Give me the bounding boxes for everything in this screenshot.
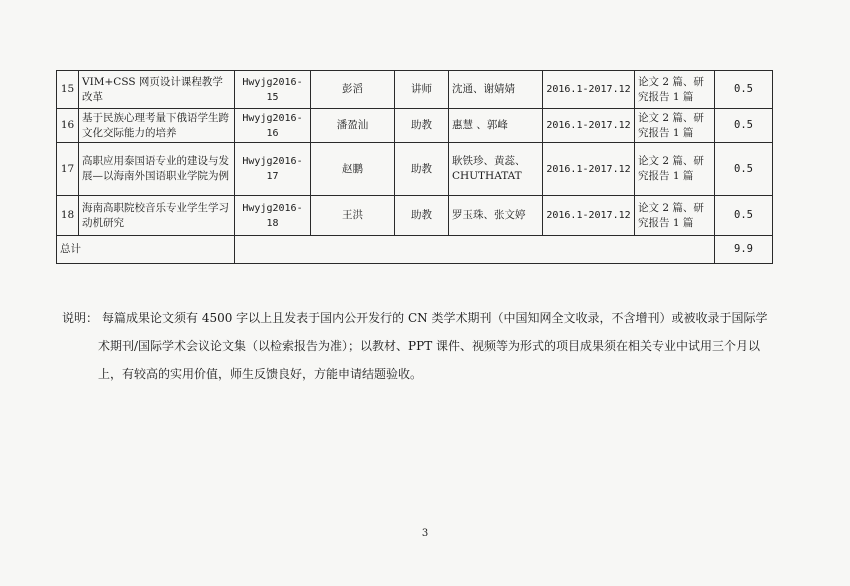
row-number: 18 [57, 196, 79, 236]
project-leader: 赵鹏 [311, 143, 395, 196]
note-line-1: 每篇成果论文须有 4500 字以上且发表于国内公开发行的 CN 类学术期刊（中国知网全文收录，不含增刊）或被收录于国际学 [102, 311, 768, 325]
leader-rank: 助教 [395, 109, 449, 143]
total-spacer [235, 236, 715, 264]
row-number: 17 [57, 143, 79, 196]
row-number: 16 [57, 109, 79, 143]
project-code: Hwyjg2016-16 [235, 109, 311, 143]
project-score: 0.5 [715, 196, 773, 236]
project-period: 2016.1-2017.12 [543, 71, 635, 109]
leader-rank: 讲师 [395, 71, 449, 109]
project-code: Hwyjg2016-17 [235, 143, 311, 196]
project-output: 论文 2 篇、研究报告 1 篇 [635, 109, 715, 143]
project-title: 海南高职院校音乐专业学生学习动机研究 [79, 196, 235, 236]
total-label: 总计 [57, 236, 235, 264]
leader-rank: 助教 [395, 196, 449, 236]
project-title: 基于民族心理考量下俄语学生跨文化交际能力的培养 [79, 109, 235, 143]
page-number: 3 [421, 528, 429, 539]
project-leader: 潘盈汕 [311, 109, 395, 143]
total-row [57, 236, 773, 264]
total-value: 9.9 [715, 236, 773, 264]
project-code: Hwyjg2016-18 [235, 196, 311, 236]
project-leader: 王洪 [311, 196, 395, 236]
project-title: VIM+CSS 网页设计课程教学改革 [79, 71, 235, 109]
project-score: 0.5 [715, 71, 773, 109]
project-leader: 彭滔 [311, 71, 395, 109]
project-score: 0.5 [715, 109, 773, 143]
project-table [56, 70, 773, 264]
table-row [57, 71, 773, 109]
project-code: Hwyjg2016-15 [235, 71, 311, 109]
project-members: 罗玉珠、张文婷 [449, 196, 543, 236]
project-output: 论文 2 篇、研究报告 1 篇 [635, 71, 715, 109]
note-line-2: 术期刊/国际学术会议论文集（以检索报告为准）；以教材、PPT 课件、视频等为形式的项目成果须在相关专业中试用三个月以 [98, 339, 761, 353]
project-members: 耿铁珍、黄蕊、CHUTHATAT [449, 143, 543, 196]
project-members: 惠慧 、郭峰 [449, 109, 543, 143]
project-title: 高职应用泰国语专业的建设与发展—以海南外国语职业学院为例 [79, 143, 235, 196]
table-row [57, 109, 773, 143]
row-number: 15 [57, 71, 79, 109]
table-row [57, 143, 773, 196]
project-output: 论文 2 篇、研究报告 1 篇 [635, 143, 715, 196]
table-row [57, 196, 773, 236]
leader-rank: 助教 [395, 143, 449, 196]
project-members: 沈通、谢婧婧 [449, 71, 543, 109]
project-output: 论文 2 篇、研究报告 1 篇 [635, 196, 715, 236]
note-label: 说明： [62, 311, 99, 325]
project-period: 2016.1-2017.12 [543, 109, 635, 143]
project-period: 2016.1-2017.12 [543, 196, 635, 236]
project-period: 2016.1-2017.12 [543, 143, 635, 196]
note-line-3: 上，有较高的实用价值，师生反馈良好，方能申请结题验收。 [98, 367, 423, 381]
project-score: 0.5 [715, 143, 773, 196]
